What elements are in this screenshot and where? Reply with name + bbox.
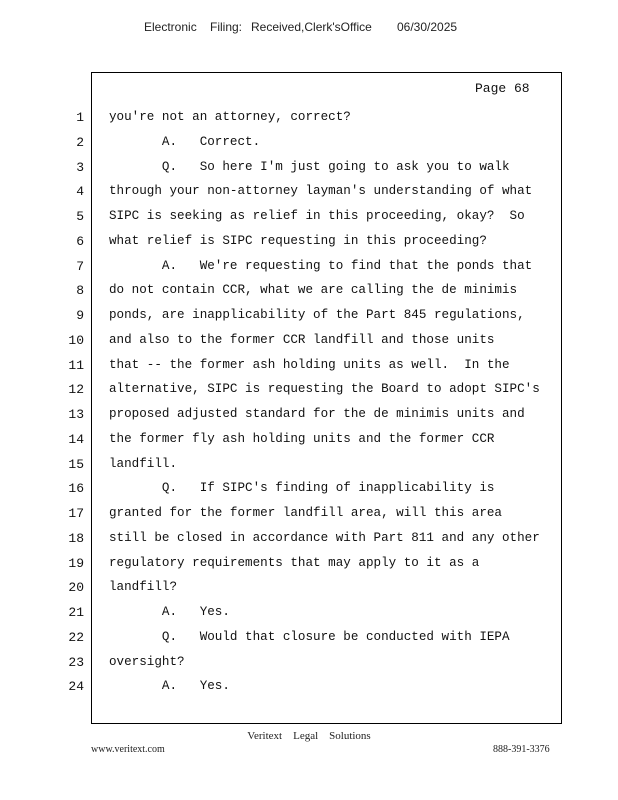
- line-text: the former fly ash holding units and the former CCR: [109, 431, 495, 446]
- line-number: 5: [76, 209, 84, 224]
- line-number: 13: [68, 407, 84, 422]
- line-number: 23: [68, 654, 84, 670]
- line-text: you're not an attorney, correct?: [109, 110, 351, 124]
- line-text: proposed adjusted standard for the de minimis units and: [109, 407, 525, 421]
- line-number: 18: [68, 530, 84, 546]
- transcript-line: [0, 184, 560, 204]
- line-text: landfill.: [109, 456, 178, 471]
- footer-phone: 888-391-3376: [493, 744, 550, 755]
- line-number: 9: [76, 308, 84, 323]
- line-number: 24: [68, 679, 84, 695]
- transcript-line: [0, 308, 560, 328]
- line-text: Q. Would that closure be conducted with IEPA: [109, 629, 510, 644]
- line-text: do not contain CCR, what we are calling the de minimis: [109, 283, 518, 298]
- page-number: Page 68: [475, 81, 530, 96]
- line-number: 11: [68, 357, 84, 373]
- line-number: 10: [68, 332, 84, 348]
- transcript-line: [0, 630, 560, 650]
- line-text: ponds, are inapplicability of the Part 845 regulations,: [109, 308, 525, 322]
- transcript-line: [0, 407, 560, 427]
- transcript-line: [0, 457, 560, 477]
- line-number: 17: [68, 506, 84, 521]
- line-number: 12: [68, 382, 84, 398]
- transcript-line: [0, 333, 560, 353]
- transcript-line: [0, 605, 560, 625]
- line-number: 4: [76, 184, 84, 200]
- line-text: alternative, SIPC is requesting the Board to adopt SIPC's: [109, 382, 540, 397]
- line-text: what relief is SIPC requesting in this proceeding?: [109, 233, 487, 248]
- line-number: 7: [76, 258, 84, 274]
- line-text: A. Yes.: [109, 605, 230, 619]
- transcript-line: [0, 580, 560, 600]
- line-text: granted for the former landfill area, will this area: [109, 506, 502, 520]
- line-number: 21: [68, 605, 84, 620]
- line-number: 19: [68, 555, 84, 571]
- line-number: 15: [68, 456, 84, 472]
- transcript-line: [0, 531, 560, 551]
- line-number: 6: [76, 233, 84, 249]
- line-text: A. Yes.: [109, 679, 230, 694]
- transcript-line: [0, 160, 560, 180]
- line-text: regulatory requirements that may apply to it as a: [109, 555, 480, 570]
- filing-stamp-filing: Filing:: [210, 20, 243, 34]
- transcript-line: [0, 506, 560, 526]
- transcript-line: [0, 382, 560, 402]
- transcript-line: [0, 110, 560, 130]
- transcript-line: [0, 481, 560, 501]
- line-text: that -- the former ash holding units as well. In the: [109, 357, 510, 372]
- line-text: A. We're requesting to find that the ponds that: [109, 258, 533, 273]
- line-number: 14: [68, 431, 84, 447]
- transcript-line: [0, 135, 560, 155]
- filing-stamp-received: Received,Clerk'sOffice: [251, 20, 372, 34]
- transcript-line: [0, 358, 560, 378]
- line-text: still be closed in accordance with Part 811 and any other: [109, 530, 540, 545]
- footer-company: Veritext Legal Solutions: [247, 730, 371, 742]
- line-text: oversight?: [109, 654, 185, 669]
- footer-website: www.veritext.com: [91, 744, 165, 755]
- line-text: and also to the former CCR landfill and those units: [109, 332, 495, 347]
- line-text: Q. So here I'm just going to ask you to walk: [109, 159, 510, 174]
- line-number: 2: [76, 134, 84, 150]
- transcript-line: [0, 234, 560, 254]
- line-text: landfill?: [109, 580, 178, 595]
- line-number: 16: [68, 481, 84, 497]
- transcript-line: [0, 283, 560, 303]
- line-number: 22: [68, 629, 84, 645]
- filing-stamp-date: 06/30/2025: [397, 20, 458, 34]
- line-number: 8: [76, 283, 84, 299]
- line-text: through your non-attorney layman's understanding of what: [109, 184, 533, 199]
- line-text: SIPC is seeking as relief in this proceeding, okay? So: [109, 209, 525, 223]
- transcript-line: [0, 259, 560, 279]
- line-number: 3: [76, 159, 84, 175]
- line-number: 20: [68, 580, 84, 596]
- line-text: Q. If SIPC's finding of inapplicability is: [109, 481, 495, 496]
- line-number: 1: [76, 110, 84, 125]
- transcript-line: [0, 209, 560, 229]
- transcript-line: [0, 679, 560, 699]
- transcript-line: [0, 556, 560, 576]
- filing-stamp-electronic: Electronic: [144, 20, 197, 34]
- transcript-line: [0, 655, 560, 675]
- line-text: A. Correct.: [109, 134, 261, 149]
- transcript-line: [0, 432, 560, 452]
